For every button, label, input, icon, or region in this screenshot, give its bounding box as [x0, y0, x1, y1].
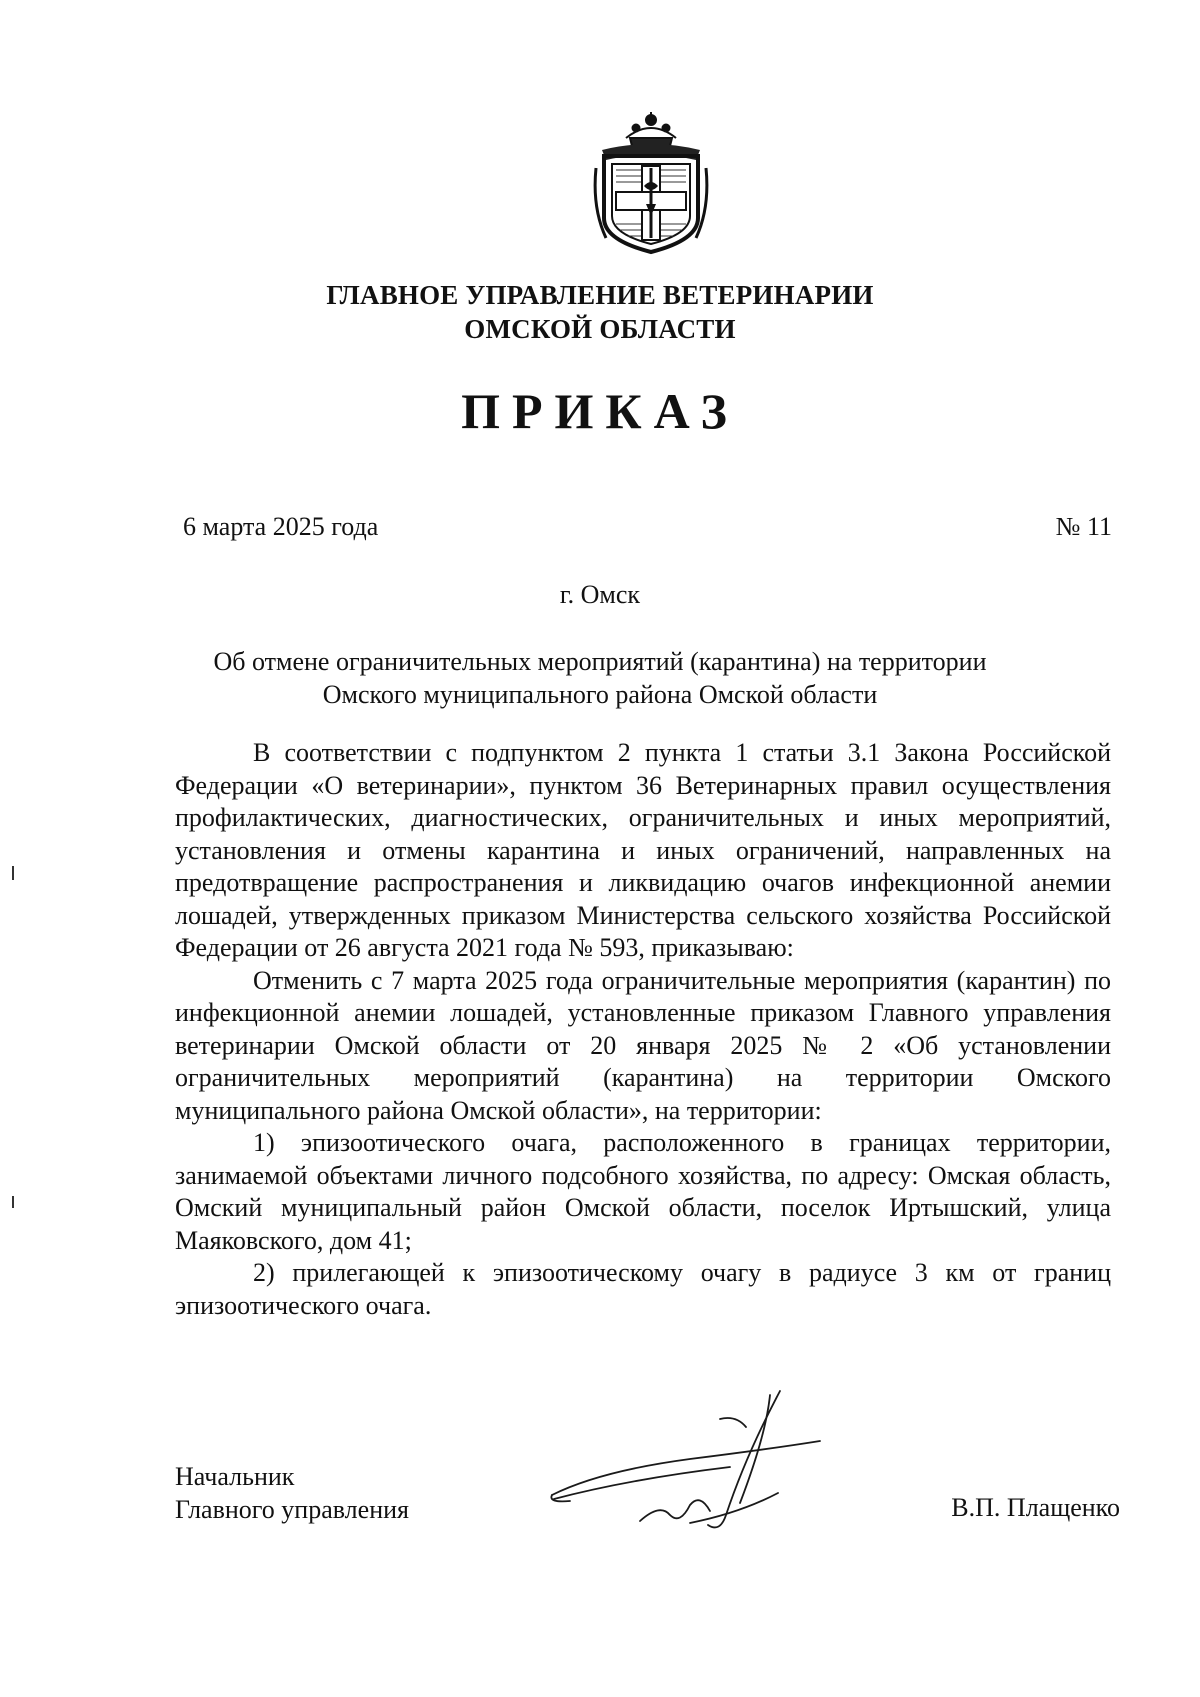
signatory-name: В.П. Плащенко: [951, 1493, 1120, 1522]
subject-line1: Об отмене ограничительных мероприятий (карантина) на территории: [213, 647, 987, 676]
signatory-title-line2: Главного управления: [175, 1495, 409, 1524]
body-paragraph-item-1: 1) эпизоотического очага, расположенного в границах территории, занимаемой объектами личного подсобного хозяйства, по адресу: Омская область, Омский муниципальный район Омской области, поселок Иртышский, улица Маяковского, дом 41;: [175, 1128, 1111, 1255]
organization-name-line1: ГЛАВНОЕ УПРАВЛЕНИЕ ВЕТЕРИНАРИИ: [326, 280, 874, 310]
document-type-title: ПРИКАЗ: [461, 383, 739, 439]
body-paragraph-order: Отменить с 7 марта 2025 года ограничительные мероприятия (карантин) по инфекционной анемии лошадей, установленные приказом Главного управления ветеринарии Омской области от 20 января 2025 № 2 «Об установлении ограничительных мероприятий (карантина) на территории Омского муниципального района Омской области», на территории:: [175, 965, 1111, 1125]
document-number: № 11: [1055, 512, 1112, 541]
subject-line2: Омского муниципального района Омской области: [322, 680, 878, 709]
scan-mark: [12, 866, 14, 880]
document-subject: [0, 645, 1200, 711]
document-date: 6 марта 2025 года: [183, 512, 379, 541]
signatory-title-line1: Начальник: [175, 1462, 295, 1491]
handwritten-signature-icon: [540, 1375, 860, 1545]
body-paragraph-preamble: В соответствии с подпунктом 2 пункта 1 статьи 3.1 Закона Российской Федерации «О ветеринарии», пунктом 36 Ветеринарных правил осуществления профилактических, диагностических, ограничительных и иных мероприятий, установления и отмены карантина и иных ограничений, направленных на предотвращение распространения и ликвидацию очагов инфекционной анемии лошадей, утвержденных приказом Министерства сельского хозяйства Российской Федерации от 26 августа 2021 года № 593, приказываю:: [175, 738, 1111, 962]
organization-name-line2: ОМСКОЙ ОБЛАСТИ: [464, 314, 736, 344]
body-paragraph-item-2: 2) прилегающей к эпизоотическому очагу в радиусе 3 км от границ эпизоотического очага.: [175, 1258, 1111, 1320]
document-city: г. Омск: [559, 580, 641, 609]
document-body: [175, 737, 1111, 1322]
omsk-coat-of-arms-icon: [592, 108, 710, 256]
signatory-title: [175, 1460, 409, 1526]
scan-mark: [12, 1196, 14, 1208]
